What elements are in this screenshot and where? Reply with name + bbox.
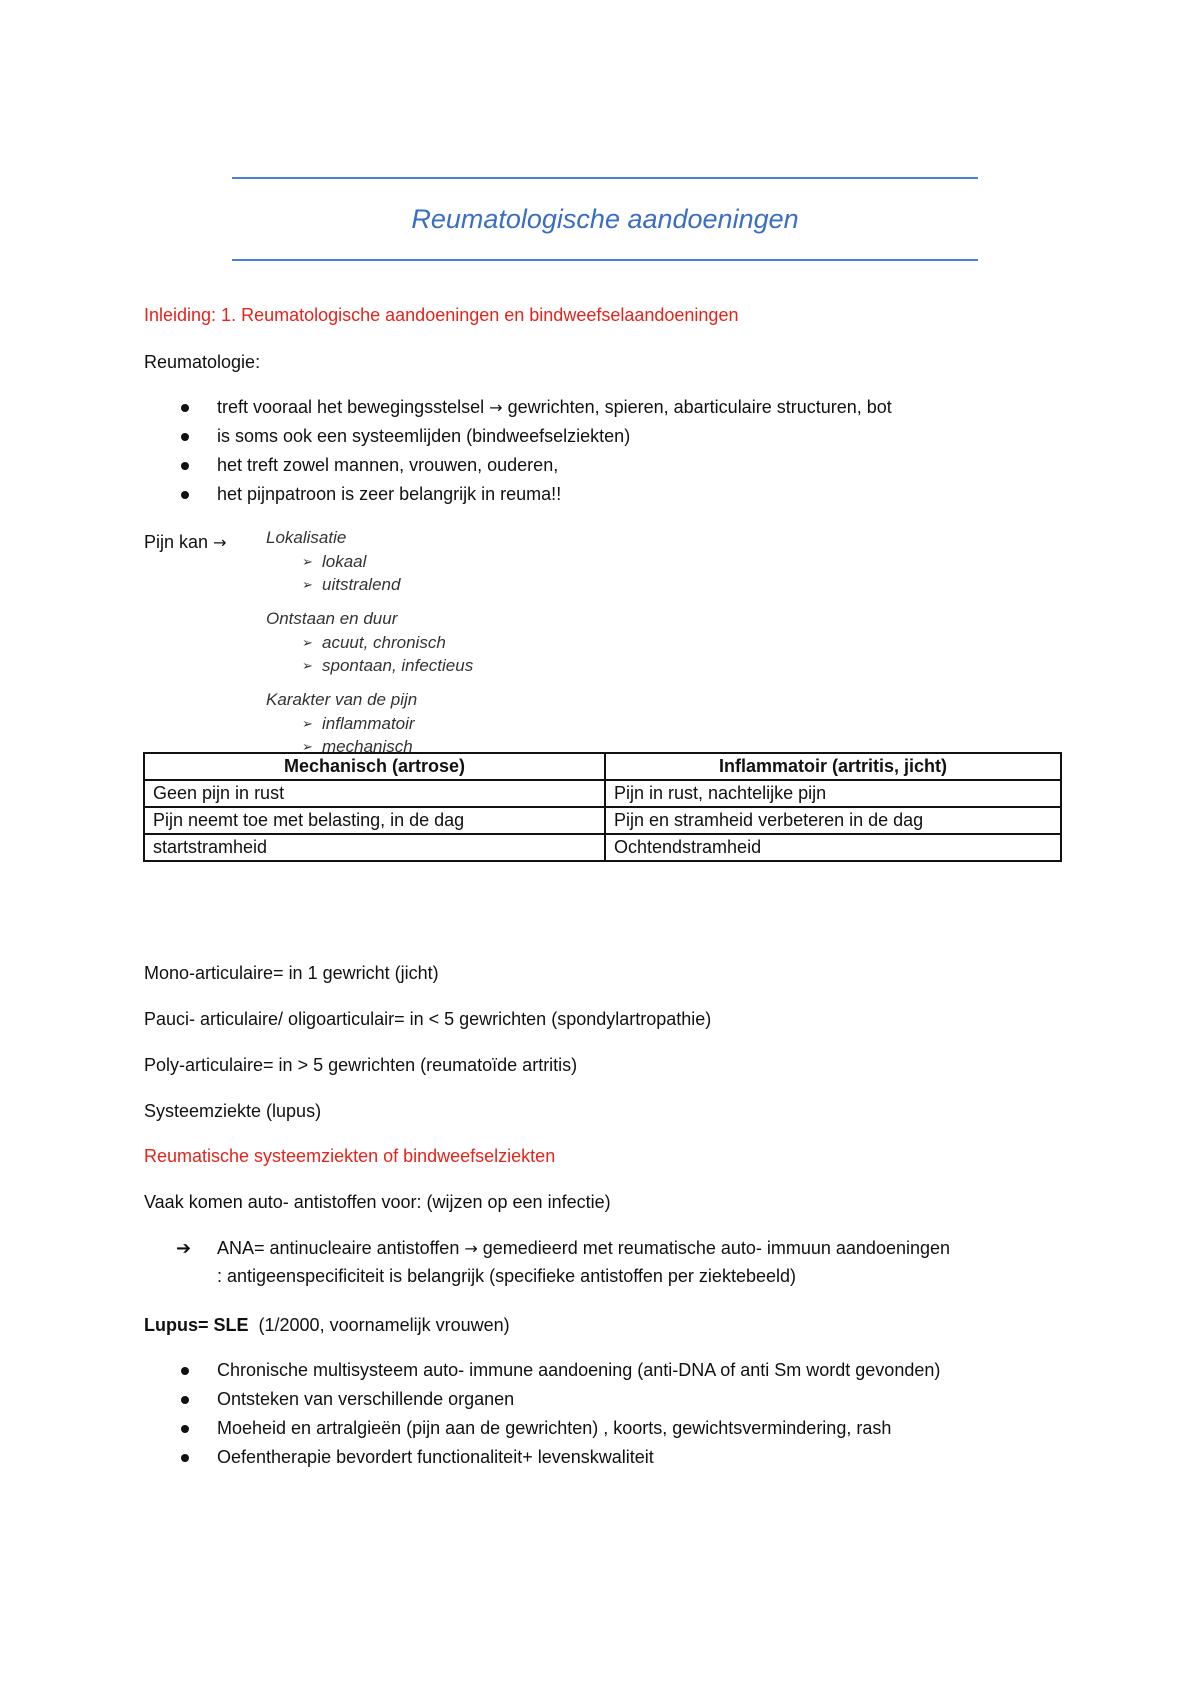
systeemziekte-text: Systeemziekte (lupus) [144,1101,322,1121]
table-cell: Pijn in rust, nachtelijke pijn [605,780,1061,807]
ana-line-2: : antigeenspecificiteit is belangrijk (specifieke antistoffen per ziektebeeld) [217,1266,796,1286]
list-item: is soms ook een systeemlijden (bindweefselziekten) [144,422,892,451]
table-cell: startstramheid [144,834,605,861]
list-item: Chronische multisysteem auto- immune aandoening (anti-DNA of anti Sm wordt gevonden) [144,1356,940,1385]
table-row [144,807,1061,834]
table-cell: Pijn neemt toe met belasting, in de dag [144,807,605,834]
table-cell: Ochtendstramheid [605,834,1061,861]
pijn-group-heading: Karakter van de pijn [266,690,418,709]
pijn-group-item: ➢ mechanisch [302,737,413,756]
pijn-group-item: ➢ inflammatoir [302,714,415,733]
arrowhead-bullet-icon: ➢ [302,739,313,754]
reumatologie-label: Reumatologie: [144,352,261,372]
table-row [144,834,1061,861]
pijn-group-item: ➢ uitstralend [302,575,401,594]
systeem-heading: Reumatische systeemziekten of bindweefselziekten [144,1146,556,1166]
lupus-bullet-list [144,1356,940,1472]
list-item: Moeheid en artralgieën (pijn aan de gewrichten) , koorts, gewichtsvermindering, rash [144,1414,940,1443]
pijn-kan-block [266,526,473,758]
bullet-icon [181,433,189,441]
arrowhead-bullet-icon: ➢ [302,554,313,569]
table-cell: Pijn en stramheid verbeteren in de dag [605,807,1061,834]
auto-antistoffen-text: Vaak komen auto- antistoffen voor: (wijzen op een infectie) [144,1192,611,1212]
arrowhead-bullet-icon: ➢ [302,577,313,592]
pijn-group-item: ➢ spontaan, infectieus [302,656,474,675]
list-item: Oefentherapie bevordert functionaliteit+ levenskwaliteit [144,1443,940,1472]
table-row [144,780,1061,807]
right-arrow-icon: → [464,1239,478,1258]
bullet-icon [181,1454,189,1462]
bullet-icon [181,1396,189,1404]
bullet-icon [181,462,189,470]
right-arrow-icon: → [489,398,503,417]
pijn-group-heading: Ontstaan en duur [266,609,398,628]
comparison-table [143,752,1062,862]
poly-articulaire-text: Poly-articulaire= in > 5 gewrichten (reumatoïde artritis) [144,1055,578,1075]
bullet-icon [181,1367,189,1375]
bullet-icon [181,491,189,499]
pijn-group-heading: Lokalisatie [266,528,347,547]
pijn-group-item: ➢ lokaal [302,552,367,571]
pijn-kan-label: Pijn kan → [144,532,227,552]
list-item: het treft zowel mannen, vrouwen, ouderen, [144,451,892,480]
title-rule-top [232,177,978,179]
page-title: Reumatologische aandoeningen [411,204,799,234]
mono-articulaire-text: Mono-articulaire= in 1 gewricht (jicht) [144,963,439,983]
arrowhead-bullet-icon: ➢ [302,635,313,650]
ana-line-1: ANA= antinucleaire antistoffen → gemedieerd met reumatische auto- immuun aandoeningen [217,1238,951,1258]
pauci-articulaire-text: Pauci- articulaire/ oligoarticulair= in < 5 gewrichten (spondylartropathie) [144,1009,712,1029]
pijn-group-item: ➢ acuut, chronisch [302,633,446,652]
arrowhead-bullet-icon: ➢ [302,658,313,673]
lupus-label: Lupus= SLE [144,1315,249,1335]
bullet-icon [181,404,189,412]
table-header-cell: Mechanisch (artrose) [144,753,605,780]
bullet-icon [181,1425,189,1433]
table-header-cell: Inflammatoir (artritis, jicht) [605,753,1061,780]
list-item: treft vooraal het bewegingsstelsel → gewrichten, spieren, abarticulaire structuren, bot [144,393,892,422]
bold-arrow-icon: ➔ [176,1238,192,1258]
intro-heading: Inleiding: 1. Reumatologische aandoeningen en bindweefselaandoeningen [144,305,739,325]
right-arrow-icon: → [213,533,227,552]
table-header-row [144,753,1061,780]
lupus-line: Lupus= SLE (1/2000, voornamelijk vrouwen) [144,1315,510,1335]
list-item: het pijnpatroon is zeer belangrijk in reuma!! [144,480,892,509]
title-rule-bottom [232,259,978,261]
list-item: Ontsteken van verschillende organen [144,1385,940,1414]
table-cell: Geen pijn in rust [144,780,605,807]
reumatologie-bullet-list [144,393,892,509]
arrowhead-bullet-icon: ➢ [302,716,313,731]
